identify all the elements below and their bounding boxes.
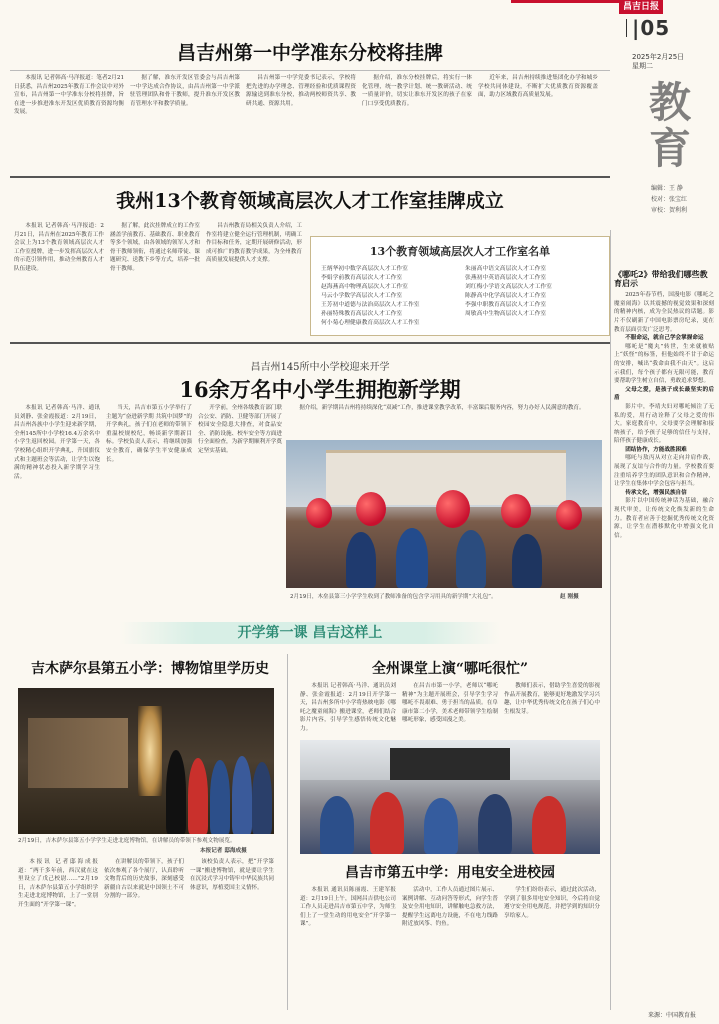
photo-display-case [28,718,128,788]
article1-col2: 据了解，准东开发区管委会与昌吉州第一中学达成合作协议，由昌吉州第一中学派驻管理团队和骨干教师，提升准东开发区教育管理水平和教学质量。 [130,75,240,107]
article6-col1: 本报讯 通讯员陈丽霞、王建军报道：2月19日上午，国网昌吉供电公司工作人员走进昌吉市第五中学，为师生们上了一堂生动的用电安全“开学第一课”。 [300,887,396,928]
student [346,532,376,588]
article3-headline: 16余万名中小学生拥抱新学期 [179,377,461,402]
article1-col3: 昌吉州第一中学党委书记表示，学校将把先进的办学理念、管理经验和优质课程资源输送到准东分校，推动两校师资共享、教研共通、资源共用。 [246,75,356,107]
commentary-headline: 《哪吒2》带给我们哪些教育启示 [614,270,708,288]
student [396,528,428,588]
section-title [631,80,703,172]
article4-col1: 本报讯 记者邸海成报道：“两千多年前，西汉就在这里设立了戊己校尉……”2月19日，吉木萨尔县第五小学组织学生走进北庭博物馆，上了一堂别开生面的“开学第一课”。 [18,859,98,908]
column-divider [610,230,611,1010]
commentary-subhead: 传承文化，增强民族自信 [625,489,687,496]
balloon [306,498,332,528]
article5-col3: 教师们表示，借助学生喜爱的影视作品开展教育，能够更好地激发学习兴趣，让中华优秀传统文化在孩子们心中生根发芽。 [504,683,600,715]
studio-item: 王炳华初中数学高层次人才工作室 [321,266,408,272]
studio-item: 孙丽特殊教育高层次人才工作室 [321,311,403,317]
commentary-paragraph: 哪吒与敖丙从对立走向并肩作战，展现了友谊与合作的力量。学校教育要注重培养学生的团队意识和合作精神，让学生在集体中学会包容与担当。 [614,455,714,488]
issue-date: 2025年2月25日 [632,53,685,61]
masthead [0,0,719,14]
studio-item: 李强中职教育高层次人才工作室 [465,302,547,308]
commentary-paragraph: 影片中，李靖夫妇对哪吒倾注了无私的爱，用行动诠释了父母之爱的伟大。家庭教育中，父母要学会理解和接纳孩子，给予孩子足够的信任与支持，陪伴孩子健康成长。 [614,403,714,445]
studio-list [321,265,599,328]
editor-credits [651,183,687,216]
studio-item: 王芳初中道德与法治高层次人才工作室 [321,302,420,308]
studio-list-box [310,236,610,336]
studio-item: 何小菊心理健康教育高层次人才工作室 [321,320,420,326]
guide [166,750,186,834]
photo-caption: 2月19日，木垒县第三小学学生收到了教师准备的包含学习用具的新学期“大礼包”。 [290,594,497,600]
photo-credit: 本报记者 邸海成摄 [200,848,247,854]
student [532,796,566,854]
student [456,530,486,588]
commentary-subhead: 不服命运，就自己学会掌握命运 [625,335,704,342]
article2-col1: 本报讯 记者韩高·马洋报道：2月21日，昌吉州在2025年教育工作会议上为13个教育领域高层次人才工作室授牌，进一步发挥高层次人才的示范引领作用，推动全州教育人才队伍建设。 [14,223,104,272]
credit-reviewer: 审校：贺利利 [651,207,688,214]
commentary-subhead: 父母之爱，是孩子成长最坚实的后盾 [614,386,714,402]
commentary-paragraph: 影片以中国传统神话为基础，融合现代审美，让传统文化焕发新的生命力。教育者应善于挖掘优秀传统文化资源，让学生在潜移默化中增强文化自信。 [614,498,714,539]
divider [10,176,610,178]
commentary-column [614,270,714,1010]
commentary-paragraph: 哪吒是“魔丸”转世，生来就被贴上“妖怪”的标签，但他始终不甘于命运的安排，喊出“我命由我不由天”。这启示我们，每个孩子都有无限可能，教育要帮助学生树立自信，勇敢追求梦想。 [614,343,714,385]
studio-item: 陈静高中化学高层次人才工作室 [465,293,547,299]
article4-headline: 吉木萨尔县第五小学：博物馆里学历史 [31,661,269,677]
article2-headline: 我州13个教育领域高层次人才工作室挂牌成立 [116,190,504,212]
student [188,758,208,834]
page-number: |05 [632,16,671,40]
article3-kicker: 昌吉州145所中小学校迎来开学 [250,362,390,373]
studio-item: 李娟学前教育高层次人才工作室 [321,275,403,281]
article3-col2: 当天，昌吉市第五小学举行了主题为“奋进新学期 共筑中国梦”的开学典礼，孩子们在老师的带领下重温校规校纪，畅谈新学期新目标。学校负责人表示，将继续加强安全教育，确保学生平安健康成长。 [106,405,192,463]
divider [10,342,610,344]
student [320,796,354,854]
student [370,792,404,854]
student [252,762,272,834]
article5-headline: 全州课堂上演“哪吒很忙” [371,661,529,677]
commentary-paragraph: 2025年春节档，国漫电影《哪吒之魔童闹海》以其震撼的视觉效果和深刻的精神内核，成为全民热议的话题。影片不仅刷新了中国电影票房纪录，更在教育层面引发广泛思考。 [614,292,714,333]
article4-col2: 在讲解员的带领下，孩子们依次参观了各个展厅，认真聆听文物背后的历史故事，深刻感受新疆自古以来就是中国领土不可分割的一部分。 [104,859,184,900]
student [512,534,542,588]
studio-item: 刘红梅小学语文高层次人才工作室 [465,284,552,290]
balloon [556,500,582,530]
issue-weekday: 星期二 [632,62,653,70]
student [424,798,458,854]
section-banner: 开学第一课 昌吉这样上 [120,622,500,644]
photo-caption: 2月19日，吉木萨尔县第五小学学生走进北庭博物馆，在讲解员的带领下参观文物展览。 [18,838,236,844]
article5-col1: 本报讯 记者韩高·马洋、通讯员刘静、张金霞报道：2月19日开学第一天，昌吉州多所中小学将热映电影《哪吒之魔童闹海》搬进课堂，老师们结合影片内容，引导学生感悟传统文化魅力。 [300,683,396,732]
article2-col2: 据了解，此次挂牌成立的工作室涵盖学前教育、基础教育、职业教育等多个领域，由各领域的领军人才和骨干教师领衔，将通过名师带徒、课题研究、送教下乡等方式，培养一批骨干教师。 [110,223,200,272]
article5-col2: 在昌吉市第一小学，老师以“哪吒精神”为主题开展班会，引导学生学习哪吒不畏艰难、勇于担当的品质。在阜康市第二小学，美术老师带领学生绘制哪吒形象，感受国漫之美。 [402,683,498,724]
studio-list-title: 13个教育领域高层次人才工作室名单 [369,245,551,258]
balloon [356,492,386,526]
studio-item: 马云小学数学高层次人才工作室 [321,293,403,299]
source-note: 来源：中国教育报 [648,1012,697,1019]
article6-col2: 活动中，工作人员通过图片展示、案例讲解、互动问答等形式，向学生普及安全用电知识，讲解触电急救方法，提醒学生远离电力设施，不在电力线路附近放风筝、钓鱼。 [402,887,498,928]
article6-headline: 昌吉市第五中学：用电安全进校园 [345,865,555,881]
balloon [501,494,531,528]
museum-photo [18,688,274,834]
article3-col1: 本报讯 记者韩高·马洋、通讯员刘静、张金霞报道：2月19日，昌吉州各族中小学生迎来新学期，全州145所中小学校16.4万余名中小学生返回校园。开学第一天，各学校精心组织开学典礼、升国旗仪式和主题班会等活动，让学生以饱满的精神状态投入新学期学习生活。 [14,405,100,480]
article1-headline: 昌吉州第一中学准东分校将挂牌 [176,42,443,64]
school-opening-photo [286,440,602,588]
photo-exhibit [138,706,162,796]
article3-col4: 据介绍，新学期昌吉州将持续深化“双减”工作，推进课堂教学改革，丰富课后服务内容，努力办好人民满意的教育。 [299,405,585,411]
studio-item: 朱丽高中语文高层次人才工作室 [465,266,547,272]
studio-item: 周敏高中生物高层次人才工作室 [465,311,547,317]
student [232,756,252,834]
student [478,794,512,854]
photo-screen [390,748,510,780]
article4-col3: 该校负责人表示，把“开学第一课”搬进博物馆，就是要让学生在沉浸式学习中铸牢中华民族共同体意识，厚植爱国主义情怀。 [190,859,274,891]
divider [10,70,610,71]
newspaper-logo: 昌吉日报 [619,0,663,14]
column-divider [287,654,288,1010]
commentary-subhead: 团结协作，方能战胜困难 [625,446,687,453]
article6-col3: 学生们纷纷表示，通过此次活动，学到了很多用电安全知识，今后将自觉遵守安全用电规范，并把学到的知识分享给家人。 [504,887,600,919]
credit-editor: 编辑：王 静 [651,185,683,192]
credit-proofreader: 校对：张宝红 [651,196,688,203]
article1-col1: 本报讯 记者韩高·马洋报道：笔者2月21日获悉，昌吉州2025年教育工作会议中对外宣布，昌吉州第一中学准东分校将挂牌，旨在进一步推进准东开发区优质教育资源均衡发展。 [14,75,124,116]
classroom-photo [300,740,600,854]
article1-col5: 近年来，昌吉州持续推进集团化办学和城乡学校共同体建设，不断扩大优质教育资源覆盖面，助力区域教育高质量发展。 [478,75,598,99]
article3-col3: 开学前，全州各级教育部门联合公安、消防、卫健等部门开展了校园安全隐患大排查，对食品安全、消防设施、校车安全等方面进行全面检查，为新学期顺利开学奠定坚实基础。 [198,405,282,454]
studio-item: 赵海燕高中物理高层次人才工作室 [321,284,408,290]
section-title-text: 教育 [643,80,692,172]
balloon [436,490,470,528]
photo-credit: 赵 刚摄 [560,594,579,600]
article1-col4: 据介绍，准东分校挂牌后，将实行一体化管理，统一教学计划、统一教研活动、统一质量评价，切实让准东开发区的孩子在家门口享受优质教育。 [362,75,472,107]
article2-col3: 昌吉州教育局相关负责人介绍，工作室将建立健全运行管理机制，明确工作目标和任务，定期开展研修活动，形成可推广的教育教学成果，为全州教育高质量发展提供人才支撑。 [206,223,302,264]
student [210,760,230,834]
studio-item: 张燕初中英语高层次人才工作室 [465,275,547,281]
